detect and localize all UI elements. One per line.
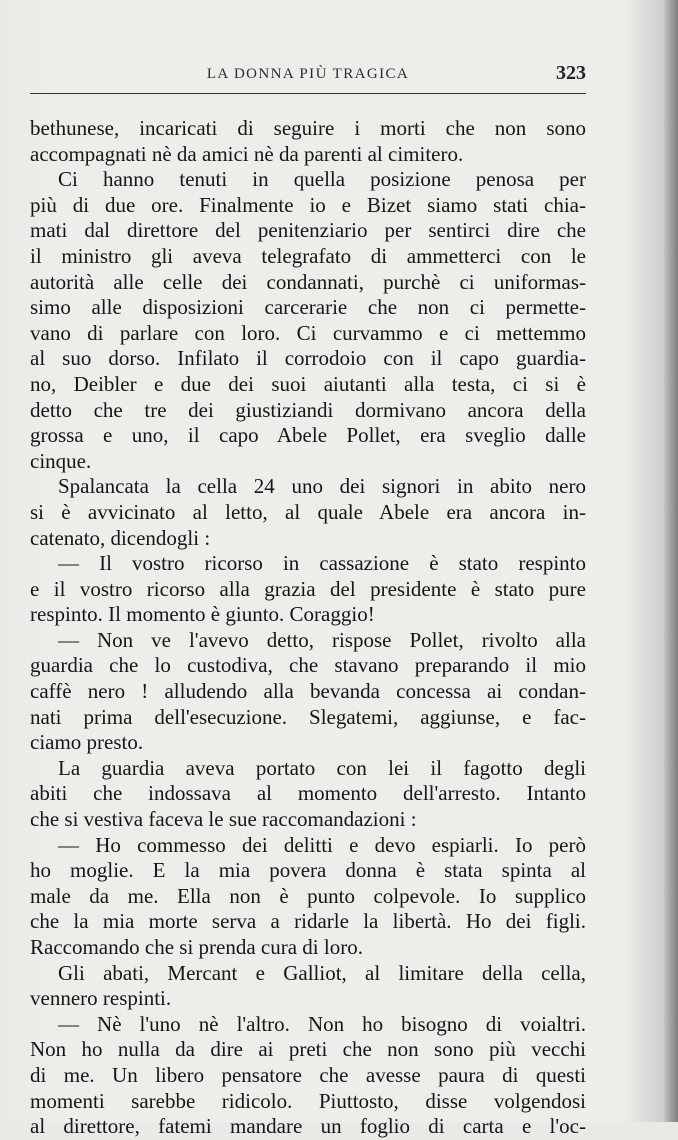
text-line: abiti che indossava al momento dell'arresto. Intanto <box>30 781 586 806</box>
header-rule <box>30 93 586 94</box>
running-head <box>30 62 586 90</box>
text-line: di me. Un libero pensatore che avesse paura di questi <box>30 1062 586 1087</box>
text-line: respinto. Il momento è giunto. Coraggio! <box>30 602 375 627</box>
text-line: male da me. Ella non è punto colpevole. Io supplico <box>30 883 586 908</box>
text-line: no, Deibler e due dei suoi aiutanti alla testa, ci si è <box>30 371 586 396</box>
text-line: Gli abati, Mercant e Galliot, al limitare della cella, <box>58 960 586 985</box>
text-line: — Non ve l'avevo detto, rispose Pollet, rivolto alla <box>58 627 586 652</box>
text-line: ho moglie. E la mia povera donna è stata spinta al <box>30 858 586 883</box>
text-line: La guardia aveva portato con lei il fagotto degli <box>58 755 586 780</box>
text-line: grossa e uno, il capo Abele Pollet, era sveglio dalle <box>30 423 586 448</box>
text-line: ciamo presto. <box>30 730 144 755</box>
text-line: che la mia morte serva a ridarle la libertà. Ho dei figli. <box>30 909 586 934</box>
text-line: detto che tre dei giustiziandi dormivano ancora della <box>30 397 586 422</box>
text-line: guardia che lo custodiva, che stavano preparando il mio <box>30 653 586 678</box>
text-line: Raccomando che si prenda cura di loro. <box>30 935 363 959</box>
text-line: Non ho nulla da dire ai preti che non sono più vecchi <box>30 1037 586 1062</box>
text-line: autorità alle celle dei condannati, purchè ci uniformas- <box>30 269 586 294</box>
text-line: al direttore, fatemi mandare un foglio di carta e l'oc- <box>30 1114 586 1139</box>
text-line: mati dal direttore del penitenziario per sentirci dire che <box>30 218 586 243</box>
running-title: LA DONNA PIÙ TRAGICA <box>206 66 410 82</box>
text-line: caffè nero ! alludendo alla bevanda concessa ai condan- <box>30 679 586 704</box>
text-line: cinque. <box>30 448 92 473</box>
body-text <box>30 116 586 1140</box>
text-line: momenti sarebbe ridicolo. Piuttosto, disse volgendosi <box>30 1088 586 1113</box>
page-number: 323 <box>556 62 586 84</box>
text-line: che si vestiva faceva le sue raccomandazioni : <box>30 807 417 832</box>
text-line: vennero respinti. <box>30 986 172 1011</box>
text-line: accompagnati nè da amici nè da parenti al cimitero. <box>30 141 464 166</box>
text-line: — Ho commesso dei delitti e devo espiarli. Io però <box>58 832 586 857</box>
text-line: simo alle disposizioni carcerarie che non ci permette- <box>30 295 586 320</box>
text-line: catenato, dicendogli : <box>30 525 211 550</box>
text-line: più di due ore. Finalmente io e Bizet siamo stati chia- <box>30 192 586 217</box>
text-line: Spalancata la cella 24 uno dei signori in abito nero <box>58 474 586 499</box>
text-line: e il vostro ricorso alla grazia del presidente è stato pure <box>30 576 586 601</box>
text-line: al suo dorso. Infilato il corrodoio con il capo guardia- <box>30 346 586 371</box>
text-line: — Nè l'uno nè l'altro. Non ho bisogno di voialtri. <box>58 1011 586 1036</box>
text-line: nati prima dell'esecuzione. Slegatemi, aggiunse, e fac- <box>30 704 586 729</box>
text-line: il ministro gli aveva telegrafato di ammetterci con le <box>30 243 586 268</box>
text-line: bethunese, incaricati di seguire i morti che non sono <box>30 116 586 140</box>
text-line: Ci hanno tenuti in quella posizione penosa per <box>58 167 586 192</box>
text-line: vano di parlare con loro. Ci curvammo e ci mettemmo <box>30 320 586 345</box>
page-edge-shadow <box>664 0 678 1122</box>
text-line: — Il vostro ricorso in cassazione è stato respinto <box>58 551 586 576</box>
text-line: si è avvicinato al letto, al quale Abele era ancora in- <box>30 499 586 524</box>
